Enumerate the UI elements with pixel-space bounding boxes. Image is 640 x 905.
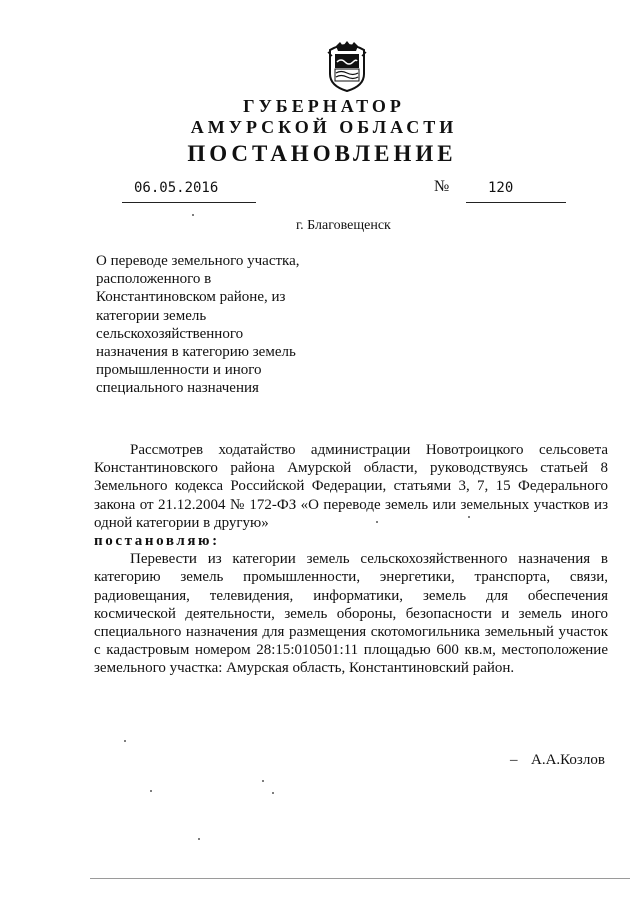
decision-line: Перевести из категории земель сельскохозяйственного назначения в — [130, 551, 608, 568]
decision-line: космической деятельности, земель обороны, безопасности и земель иного — [94, 605, 608, 622]
signature-dash: – — [510, 752, 518, 768]
decision-line: категорию земель промышленности, энергетики, транспорта, связи, — [94, 569, 608, 586]
preamble-line: одной категории в другую» — [94, 514, 269, 531]
scan-edge-line — [90, 878, 630, 879]
preamble-line: закона от 21.12.2004 № 172-ФЗ «О переводе земель или земельных участков из — [94, 496, 608, 513]
signatory-name: А.А.Козлов — [531, 752, 605, 768]
number-sign: № — [434, 178, 450, 195]
subject-line: назначения в категорию земель — [96, 344, 296, 361]
resolve-heading: постановляю: — [94, 533, 220, 550]
subject-line: категории земель — [96, 307, 207, 324]
decision-line: с кадастровым номером 28:15:010501:11 площадью 600 кв.м, местоположение — [94, 642, 608, 659]
scan-speck — [262, 780, 264, 782]
preamble-line: Рассмотрев ходатайство администрации Новотроицкого сельсовета — [130, 442, 608, 458]
subject-line: промышленности и иного — [96, 362, 262, 379]
document-subject — [96, 252, 336, 398]
decision-line: земельного участка: Амурская область, Константиновский район. — [94, 660, 515, 677]
amur-region-coat-of-arms-icon — [326, 40, 368, 92]
scan-speck — [376, 521, 378, 523]
subject-line: специального назначения — [96, 380, 259, 397]
subject-line: Константиновском районе, из — [96, 289, 286, 306]
subject-line: сельскохозяйственного — [96, 325, 244, 342]
document-date: 06.05.2016 — [134, 180, 219, 196]
scan-speck — [124, 740, 126, 742]
subject-line: расположенного в — [96, 271, 212, 288]
scan-speck — [192, 214, 194, 216]
scan-speck — [468, 516, 470, 518]
decision-line: радиовещания, телевидения, информатики, земель для обеспечения — [94, 587, 608, 604]
subject-line: О переводе земельного участка, — [96, 253, 300, 269]
document-number: 120 — [488, 180, 514, 196]
city: г. Благовещенск — [296, 218, 391, 233]
document-type: ПОСТАНОВЛЕНИЕ — [187, 141, 457, 166]
decision-line: специального назначения для размещения скотомогильника земельный участок — [94, 624, 608, 641]
preamble-line: Константиновского района Амурской области, руководствуясь статьей 8 — [94, 460, 608, 477]
issuer-title: ГУБЕРНАТОР — [243, 96, 405, 116]
date-field — [122, 180, 256, 203]
document-body — [94, 441, 608, 678]
number-field — [466, 180, 566, 203]
scan-speck — [272, 792, 274, 794]
issuer-region: АМУРСКОЙ ОБЛАСТИ — [190, 117, 458, 137]
scan-speck — [150, 790, 152, 792]
scan-speck — [198, 838, 200, 840]
preamble-line: Земельного кодекса Российской Федерации, статьями 3, 7, 15 Федерального — [94, 478, 608, 495]
